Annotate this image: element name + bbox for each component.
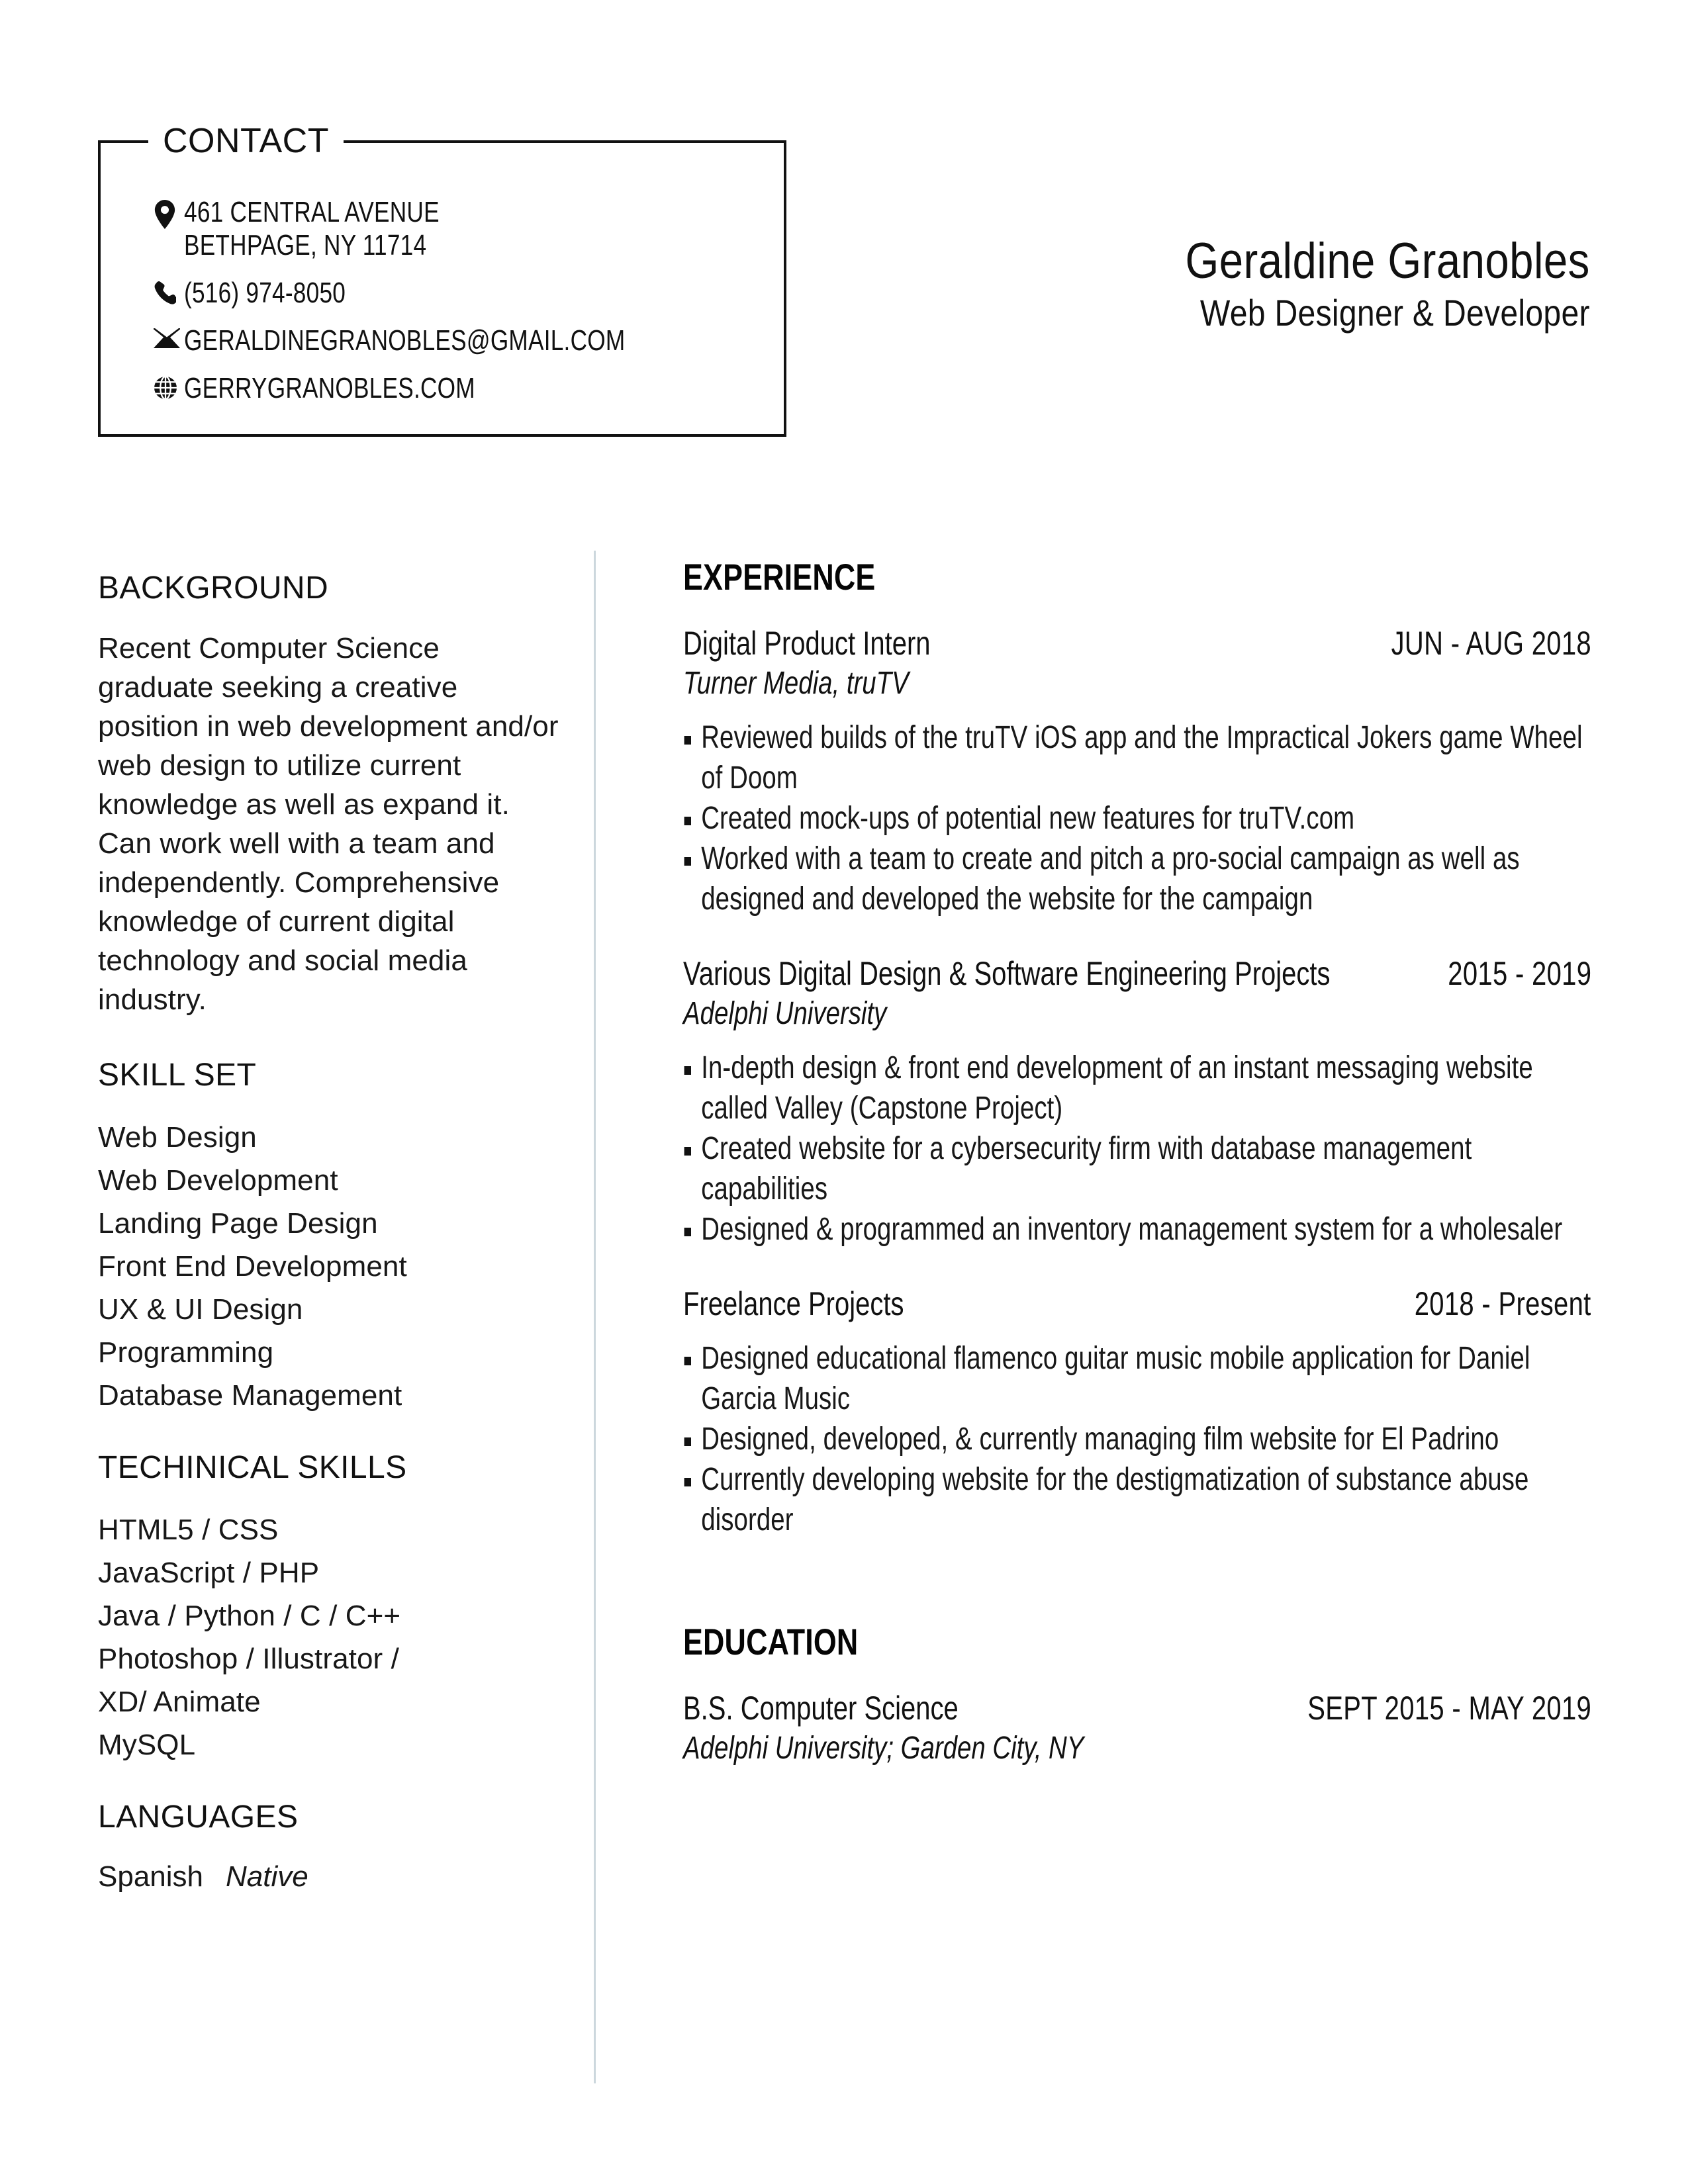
- job-bullets: [683, 1048, 1591, 1250]
- map-pin-icon: [154, 196, 184, 229]
- job-title: Freelance Projects: [683, 1285, 904, 1322]
- degree-title: B.S. Computer Science: [683, 1690, 959, 1727]
- bullet-text: Currently developing website for the destigmatization of substance abuse disorder: [701, 1462, 1529, 1537]
- job-date: 2018 - Present: [1415, 1285, 1591, 1322]
- bullet-text: Designed, developed, & currently managing film website for El Padrino: [701, 1422, 1499, 1457]
- background-heading: BACKGROUND: [98, 570, 329, 606]
- resume-header: [0, 0, 1688, 463]
- sidebar-section-background: [98, 569, 561, 1019]
- school-name: Adelphi University; Garden City, NY: [683, 1731, 1084, 1766]
- square-bullet-icon: [684, 1437, 691, 1446]
- bullet-text: Created mock-ups of potential new features for truTV.com: [701, 801, 1355, 836]
- technical-skills-heading: TECHINICAL SKILLS: [98, 1450, 407, 1485]
- job-organization: Adelphi University: [683, 996, 887, 1031]
- column-divider: [594, 551, 596, 2083]
- job-date: 2015 - 2019: [1447, 955, 1591, 992]
- contact-website: GERRYGRANOBLES.COM: [184, 372, 475, 404]
- square-bullet-icon: [684, 1357, 691, 1365]
- education-entry: [683, 1688, 1591, 1768]
- skill-set-list: [98, 1116, 561, 1417]
- contact-email: GERALDINEGRANOBLES@GMAIL.COM: [184, 324, 626, 357]
- list-item: Web Design: [98, 1121, 257, 1154]
- envelope-icon: [154, 324, 184, 348]
- square-bullet-icon: [684, 857, 691, 866]
- name-block: [1119, 233, 1590, 335]
- list-item: UX & UI Design: [98, 1293, 303, 1326]
- experience-heading: EXPERIENCE: [683, 556, 876, 598]
- square-bullet-icon: [684, 1147, 691, 1156]
- phone-icon: [154, 277, 184, 304]
- list-item: MySQL: [98, 1729, 196, 1761]
- page-title: Geraldine Granobles: [1185, 233, 1590, 289]
- list-item: [683, 1048, 1591, 1128]
- experience-entry-head: [683, 1284, 1591, 1324]
- job-bullets: [683, 1338, 1591, 1540]
- sidebar: [98, 569, 561, 1896]
- list-item: [683, 1419, 1591, 1459]
- bullet-text: In-depth design & front end development of an instant messaging website called Valley (Capstone Project): [701, 1050, 1533, 1126]
- list-item: [683, 1338, 1591, 1419]
- bullet-text: Designed & programmed an inventory management system for a wholesaler: [701, 1212, 1563, 1247]
- job-date: JUN - AUG 2018: [1391, 625, 1591, 662]
- language-item: [98, 1858, 561, 1896]
- job-bullets: [683, 717, 1591, 919]
- bullet-text: Created website for a cybersecurity firm with database management capabilities: [701, 1131, 1472, 1206]
- bullet-text: Worked with a team to create and pitch a pro-social campaign as well as designed and developed the website for the campaign: [701, 841, 1520, 917]
- list-item: Web Development: [98, 1164, 338, 1197]
- bullet-text: Designed educational flamenco guitar music mobile application for Daniel Garcia Music: [701, 1341, 1530, 1416]
- experience-entry-head: [683, 623, 1591, 663]
- experience-entry: [683, 1284, 1591, 1540]
- background-body: Recent Computer Science graduate seeking a creative position in web development and/or web design to utilize current knowledge as well as expand it. Can work well with a team and independently. Comprehensive knowledge of current digital technology and social media industry.: [98, 632, 559, 1016]
- job-organization: Turner Media, truTV: [683, 666, 909, 701]
- list-item: Front End Development: [98, 1250, 407, 1283]
- list-item: Database Management: [98, 1379, 402, 1412]
- list-item: Programming: [98, 1336, 274, 1369]
- list-item: Landing Page Design: [98, 1207, 378, 1240]
- contact-legend: CONTACT: [148, 119, 344, 163]
- contact-address: [184, 196, 440, 262]
- main-content: [683, 556, 1591, 1768]
- square-bullet-icon: [684, 817, 691, 825]
- globe-icon: [154, 372, 184, 400]
- contact-phone: (516) 974-8050: [184, 277, 346, 309]
- list-item: HTML5 / CSS: [98, 1514, 279, 1546]
- list-item: XD/ Animate: [98, 1686, 261, 1718]
- square-bullet-icon: [684, 1066, 691, 1075]
- job-title: Digital Product Intern: [683, 625, 931, 662]
- sidebar-section-skill-set: [98, 1056, 561, 1417]
- language-name: Spanish: [98, 1860, 204, 1893]
- list-item: [683, 1128, 1591, 1209]
- address-line-1: 461 CENTRAL AVENUE: [184, 196, 440, 228]
- education-entry-head: [683, 1688, 1591, 1728]
- language-level: Native: [226, 1860, 308, 1893]
- list-item: Java / Python / C / C++: [98, 1600, 401, 1632]
- contact-box: [98, 122, 786, 437]
- experience-entry: [683, 954, 1591, 1250]
- person-subtitle: Web Designer & Developer: [1200, 292, 1590, 334]
- education-heading: EDUCATION: [683, 1621, 859, 1662]
- sidebar-section-technical-skills: [98, 1449, 561, 1766]
- square-bullet-icon: [684, 1478, 691, 1486]
- contact-item-address: [154, 196, 763, 262]
- spacer: [98, 1417, 561, 1449]
- list-item: [683, 1209, 1591, 1250]
- list-item: JavaScript / PHP: [98, 1557, 320, 1589]
- list-item: [683, 798, 1591, 839]
- square-bullet-icon: [684, 736, 691, 745]
- bullet-text: Reviewed builds of the truTV iOS app and the Impractical Jokers game Wheel of Doom: [701, 720, 1583, 796]
- languages-heading: LANGUAGES: [98, 1799, 299, 1835]
- contact-item-email: [154, 324, 763, 357]
- spacer: [98, 1766, 561, 1798]
- contact-item-phone: [154, 277, 763, 310]
- technical-skills-list: [98, 1508, 561, 1766]
- skill-set-heading: SKILL SET: [98, 1058, 257, 1093]
- spacer: [98, 1019, 561, 1056]
- spacer: [683, 1574, 1591, 1621]
- list-item: [683, 839, 1591, 919]
- list-item: [683, 1459, 1591, 1540]
- list-item: [683, 717, 1591, 798]
- experience-entry-head: [683, 954, 1591, 993]
- sidebar-section-languages: [98, 1798, 561, 1896]
- experience-entry: [683, 623, 1591, 919]
- address-line-2: BETHPAGE, NY 11714: [184, 229, 427, 261]
- job-title: Various Digital Design & Software Engineering Projects: [683, 955, 1331, 992]
- square-bullet-icon: [684, 1228, 691, 1236]
- list-item: Photoshop / Illustrator /: [98, 1643, 399, 1675]
- degree-date: SEPT 2015 - MAY 2019: [1307, 1690, 1591, 1727]
- contact-item-website: [154, 372, 763, 405]
- contact-list: [154, 196, 763, 405]
